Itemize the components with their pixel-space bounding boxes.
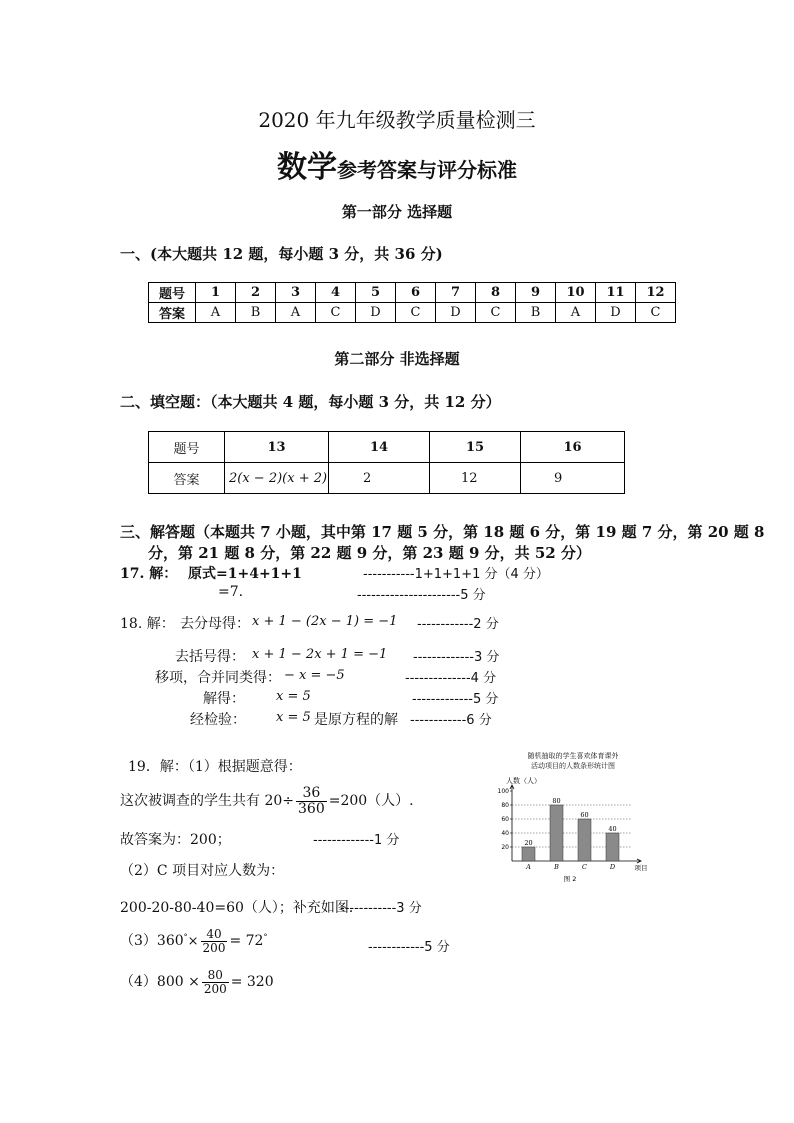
y-tick-label: 20 bbox=[501, 844, 509, 851]
question-number: 4 bbox=[316, 283, 356, 303]
q19-line6-score: ------------5 分 bbox=[368, 940, 450, 955]
q19-line2-text: 这次被调查的学生共有 20÷ bbox=[120, 793, 294, 810]
choice-answer-table bbox=[148, 282, 676, 323]
q18-step-label: 去括号得： bbox=[175, 649, 245, 665]
q19-line6: （3）360°× $\frac{40}{200}$ = 72° bbox=[120, 927, 268, 955]
bar bbox=[550, 805, 563, 861]
bar-value-label: 80 bbox=[552, 797, 561, 805]
q19-line2 bbox=[120, 786, 414, 816]
solve-section-heading-line2: 分，第 21 题 8 分，第 22 题 9 分，第 23 题 9 分，共 52 分） bbox=[148, 544, 591, 562]
answer-cell: A bbox=[276, 303, 316, 323]
bar-value-label: 40 bbox=[608, 825, 617, 833]
q17-line1: 原式=1+4+1+1 bbox=[188, 566, 302, 582]
subject-title: 数学 bbox=[277, 150, 337, 185]
row-label-number: 题号 bbox=[149, 432, 225, 463]
q18-step-expression: x = 5 bbox=[276, 689, 311, 704]
answer-cell: A bbox=[196, 303, 236, 323]
answer-cell: C bbox=[476, 303, 516, 323]
part1-title: 第一部分 选择题 bbox=[341, 203, 453, 221]
fraction bbox=[296, 786, 327, 816]
fraction bbox=[201, 928, 228, 954]
q17-label: 17. 解： bbox=[120, 566, 178, 582]
answer-cell: C bbox=[636, 303, 676, 323]
document-subtitle: 参考答案与评分标准 bbox=[337, 158, 517, 182]
numerator: 80 bbox=[202, 969, 229, 983]
table-row bbox=[149, 432, 625, 463]
q19-line2-result: =200（人）. bbox=[328, 793, 414, 810]
y-tick-label: 60 bbox=[501, 816, 509, 823]
q19-line4: （2）C 项目对应人数为： bbox=[120, 863, 285, 879]
y-tick-label: 100 bbox=[497, 788, 509, 795]
answer-cell: D bbox=[356, 303, 396, 323]
q18-step-score: -------------3 分 bbox=[413, 650, 500, 665]
answer-cell: A bbox=[556, 303, 596, 323]
q18-step-score: ------------6 分 bbox=[410, 713, 492, 728]
question-number: 11 bbox=[596, 283, 636, 303]
answer-cell: C bbox=[316, 303, 356, 323]
q19-line7-result: = 320 bbox=[230, 974, 274, 991]
question-number: 8 bbox=[476, 283, 516, 303]
part2-title: 第二部分 非选择题 bbox=[334, 350, 460, 368]
q19-line1: 19．解：（1）根据题意得： bbox=[128, 759, 302, 775]
question-number: 3 bbox=[276, 283, 316, 303]
x-tick-label: D bbox=[609, 863, 616, 871]
question-number: 12 bbox=[636, 283, 676, 303]
q19-line3: 故答案为：200； bbox=[120, 832, 231, 848]
q19-line5: 200-20-80-40=60（人）；补充如图． bbox=[120, 900, 363, 916]
fill-section-heading: 二、填空题：（本大题共 4 题，每小题 3 分，共 12 分） bbox=[120, 393, 501, 411]
q18-step-expression: x + 1 − 2x + 1 = −1 bbox=[252, 647, 388, 662]
question-number: 2 bbox=[236, 283, 276, 303]
q18-step-note: 是原方程的解 bbox=[314, 712, 398, 728]
q18-step-label: 经检验： bbox=[190, 712, 246, 728]
bar bbox=[522, 847, 535, 861]
bar-value-label: 60 bbox=[580, 811, 589, 819]
table-row bbox=[149, 463, 625, 494]
question-number: 16 bbox=[521, 432, 625, 463]
q19-line6-text: （3）360 bbox=[120, 933, 184, 950]
q18-step-expression: x + 1 − (2x − 1) = −1 bbox=[252, 614, 398, 629]
q18-step-label: 去分母得： bbox=[180, 616, 250, 632]
answer-cell bbox=[225, 463, 329, 494]
chart-title-line2: 活动项目的人数条形统计图 bbox=[531, 762, 615, 770]
table-row bbox=[149, 303, 676, 323]
bar bbox=[578, 819, 591, 861]
q19-line3-score: -------------1 分 bbox=[313, 833, 400, 848]
exam-title: 2020 年九年级教学质量检测三 bbox=[258, 108, 536, 132]
document-title bbox=[0, 142, 794, 186]
q17-line2: =7. bbox=[218, 584, 244, 600]
solve-section-heading-line1: 三、解答题（本题共 7 小题，其中第 17 题 5 分，第 18 题 6 分，第 19 题 7 分，第 20 题 8 bbox=[120, 523, 765, 541]
numerator: 40 bbox=[201, 928, 228, 942]
question-number: 7 bbox=[436, 283, 476, 303]
answer-cell: 9 bbox=[521, 463, 625, 494]
question-number: 1 bbox=[196, 283, 236, 303]
numerator: 36 bbox=[296, 786, 327, 802]
answer-cell: D bbox=[596, 303, 636, 323]
question-number: 6 bbox=[396, 283, 436, 303]
denominator: 200 bbox=[202, 940, 226, 955]
x-axis-label: 项目 bbox=[634, 864, 648, 872]
x-tick-label: B bbox=[554, 863, 559, 871]
part1-section-heading: 一、(本大题共 12 题，每小题 3 分，共 36 分) bbox=[120, 245, 443, 263]
row-label-number: 题号 bbox=[149, 283, 196, 303]
fill-answer-table bbox=[148, 431, 625, 494]
fraction bbox=[202, 969, 229, 995]
q19-line6-result: = 72 bbox=[229, 933, 264, 950]
answer-cell: B bbox=[236, 303, 276, 323]
question-number: 13 bbox=[225, 432, 329, 463]
q18-step-expression: x = 5 bbox=[276, 710, 311, 725]
chart-title bbox=[488, 751, 658, 771]
q18-step-score: --------------4 分 bbox=[405, 671, 497, 686]
q19-line7-text: （4）800 × bbox=[120, 974, 200, 991]
y-tick-label: 80 bbox=[501, 802, 509, 809]
answer-cell: 12 bbox=[430, 463, 521, 494]
q18-step-label: 解得： bbox=[203, 691, 245, 707]
chart-title-line1: 随机抽取的学生喜欢体育课外 bbox=[527, 752, 619, 760]
x-tick-label: C bbox=[582, 863, 587, 871]
y-axis-label: 人数（人） bbox=[506, 777, 541, 785]
bar bbox=[606, 833, 619, 861]
denominator: 200 bbox=[203, 981, 227, 996]
row-label-answer: 答案 bbox=[149, 303, 196, 323]
q18-step-score: ------------2 分 bbox=[417, 617, 499, 632]
bar-chart bbox=[488, 772, 648, 888]
q19-line7 bbox=[120, 969, 274, 995]
q18-step-expression: − x = −5 bbox=[284, 668, 345, 683]
q18-step-score: -------------5 分 bbox=[412, 692, 499, 707]
answer-cell: 2 bbox=[329, 463, 430, 494]
bar-value-label: 20 bbox=[524, 839, 533, 847]
denominator: 360 bbox=[298, 800, 325, 817]
chart-caption: 图 2 bbox=[563, 875, 577, 883]
answer-cell: B bbox=[516, 303, 556, 323]
q17-line2-score: ----------------------5 分 bbox=[357, 588, 486, 603]
q18-label: 18. 解： bbox=[120, 616, 175, 632]
table-row bbox=[149, 283, 676, 303]
q18-step-label: 移项，合并同类得： bbox=[155, 670, 281, 686]
question-number: 5 bbox=[356, 283, 396, 303]
row-label-answer: 答案 bbox=[149, 463, 225, 494]
question-number: 10 bbox=[556, 283, 596, 303]
q17-line1-score: -----------1+1+1+1 分（4 分） bbox=[363, 567, 549, 582]
question-number: 14 bbox=[329, 432, 430, 463]
question-number: 9 bbox=[516, 283, 556, 303]
answer-expression: 2(x − 2)(x + 2) bbox=[229, 470, 328, 486]
answer-cell: D bbox=[436, 303, 476, 323]
question-number: 15 bbox=[430, 432, 521, 463]
answer-cell: C bbox=[396, 303, 436, 323]
q19-line5-score: ------------3 分 bbox=[340, 901, 422, 916]
y-tick-label: 40 bbox=[501, 830, 509, 837]
x-tick-label: A bbox=[526, 863, 531, 871]
